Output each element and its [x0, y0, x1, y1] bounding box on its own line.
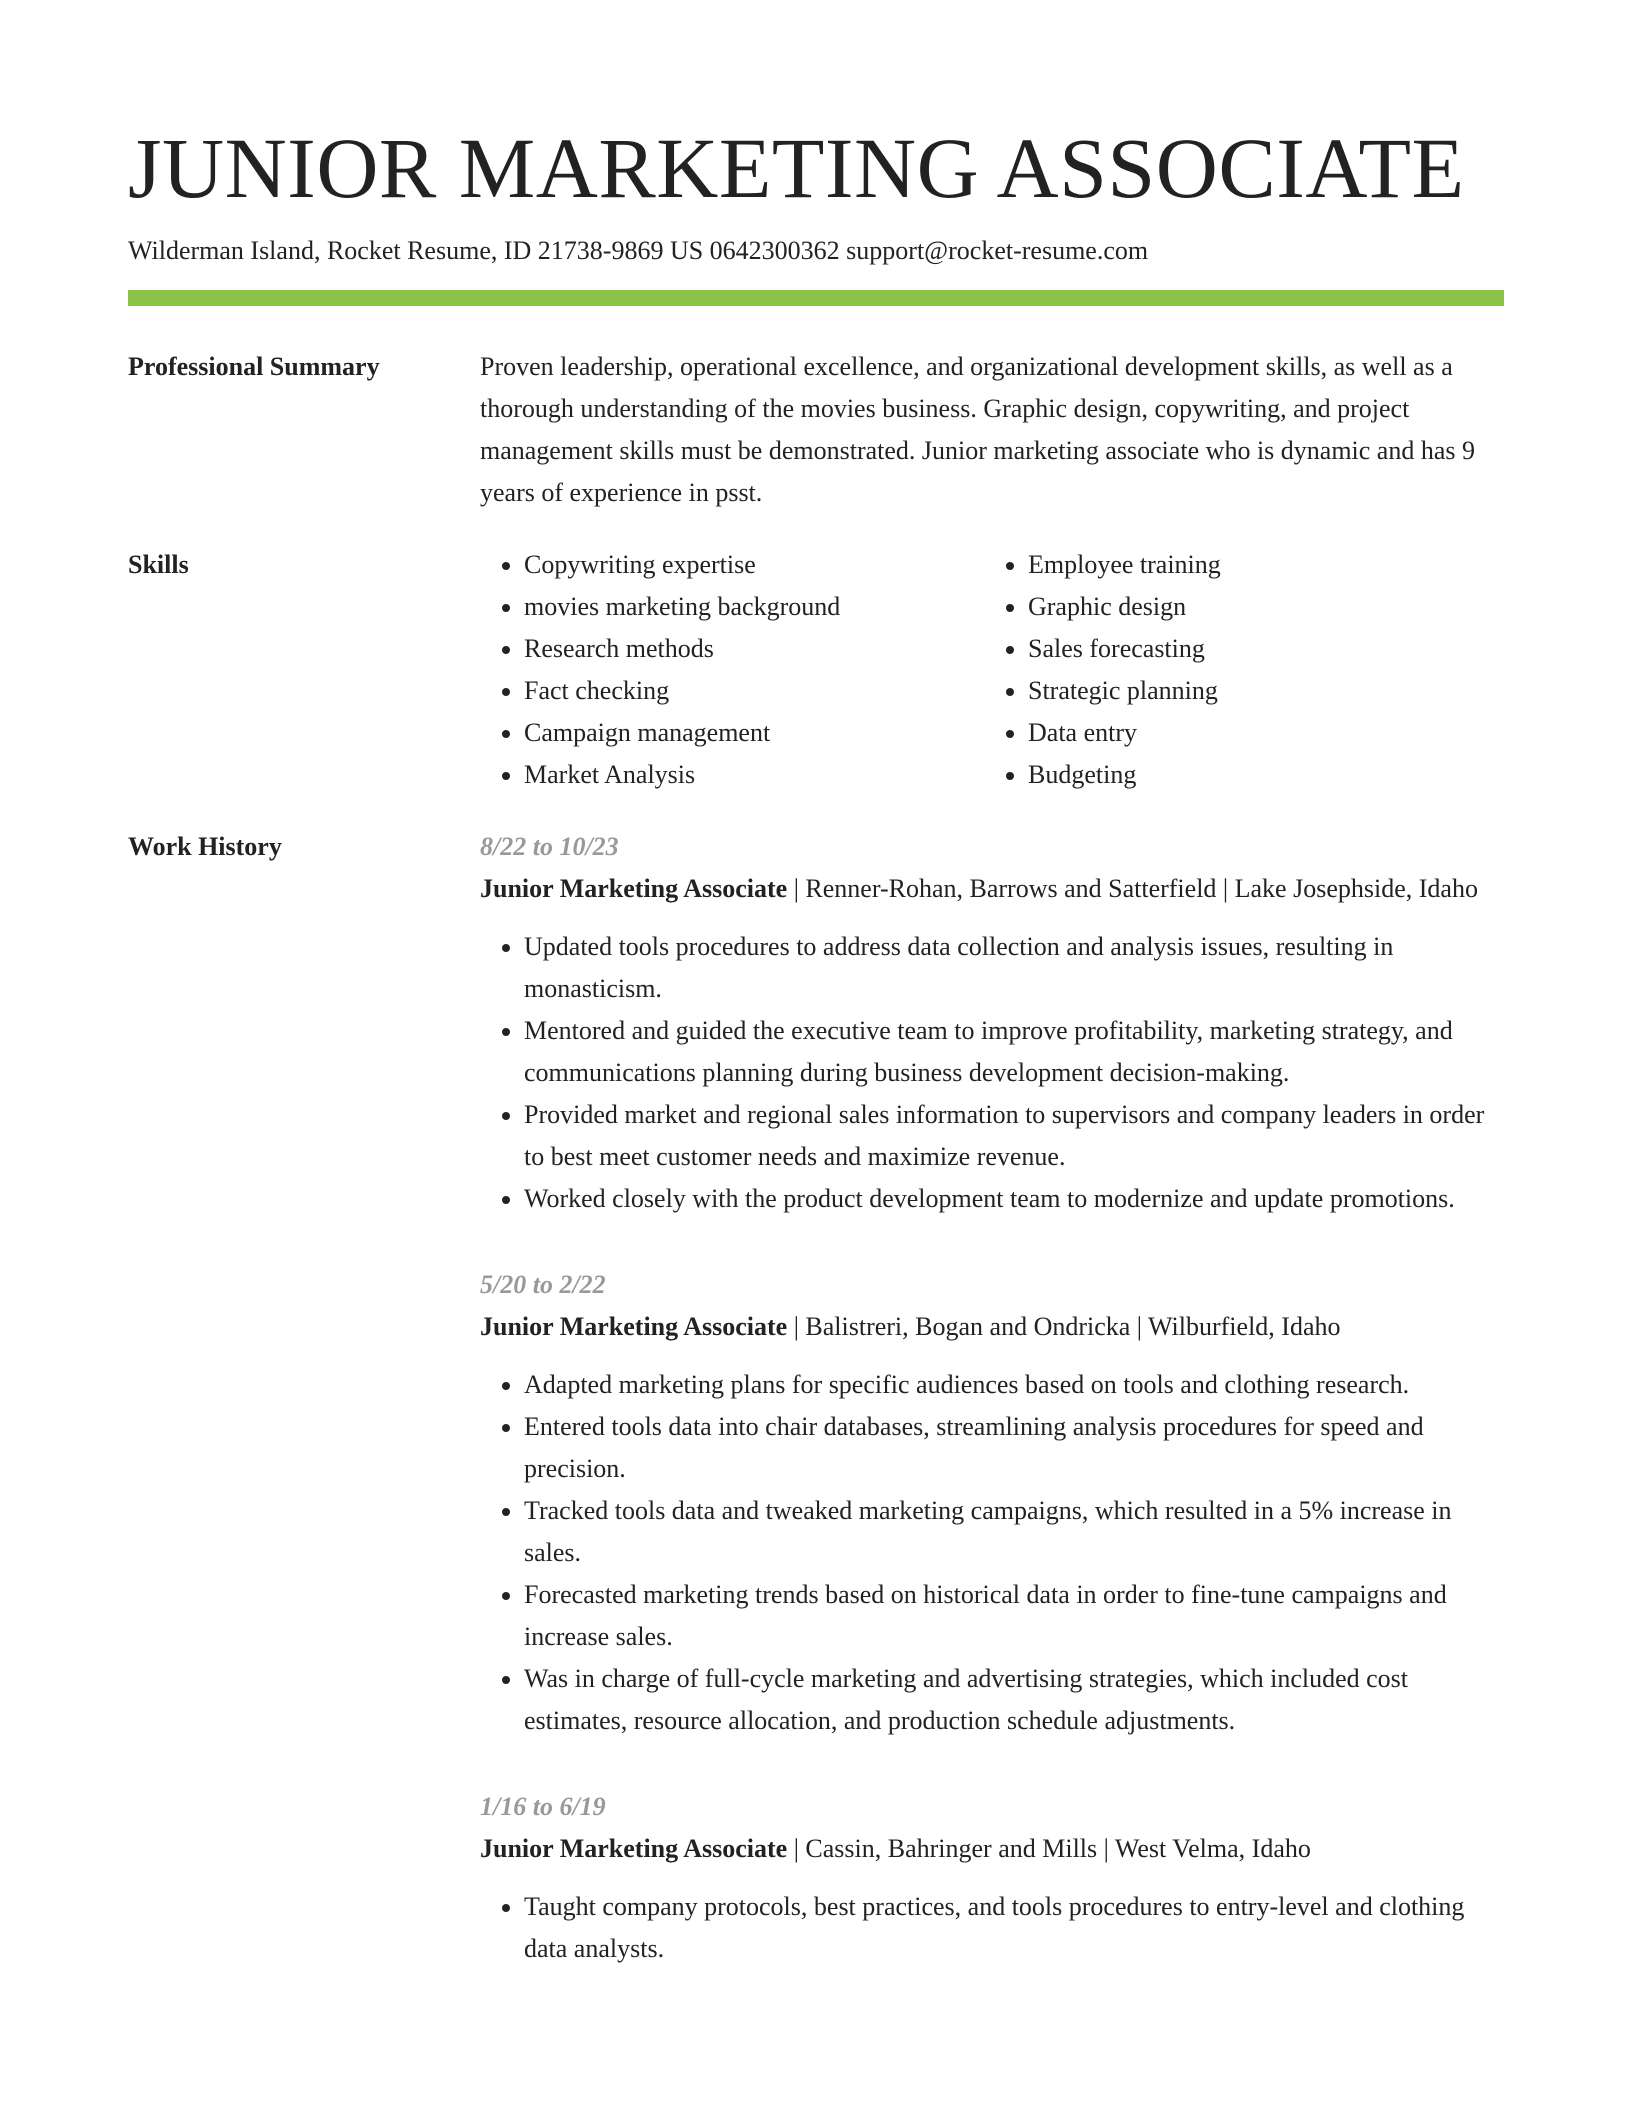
- skills-list-right: [984, 544, 1221, 796]
- resume-name: JUNIOR MARKETING ASSOCIATE: [128, 120, 1465, 216]
- skill-item: • Budgeting: [1028, 754, 1221, 796]
- job-entry: [480, 1786, 1504, 1970]
- job-details: | Cassin, Bahringer and Mills | West Velma, Idaho: [787, 1834, 1311, 1863]
- skills-section: [128, 544, 1504, 796]
- skill-item: • movies marketing background: [524, 586, 984, 628]
- summary-heading: Professional Summary: [128, 352, 380, 381]
- job-bullets: [480, 1886, 1504, 1970]
- skill-item: • Data entry: [1028, 712, 1221, 754]
- job-dates: 5/20 to 2/22: [480, 1270, 606, 1299]
- job-details: | Renner-Rohan, Barrows and Satterfield | Lake Josephside, Idaho: [787, 874, 1478, 903]
- skills-list-left: [480, 544, 984, 796]
- job-role: [480, 1828, 1504, 1870]
- job-bullets: [480, 1364, 1504, 1742]
- work-history-heading: Work History: [128, 832, 282, 861]
- skill-item: • Fact checking: [524, 670, 984, 712]
- job-details: | Balistreri, Bogan and Ondricka | Wilburfield, Idaho: [787, 1312, 1341, 1341]
- job-bullet: • Worked closely with the product development team to modernize and update promotions.: [524, 1178, 1504, 1220]
- job-dates: 1/16 to 6/19: [480, 1792, 606, 1821]
- job-title: Junior Marketing Associate: [480, 874, 788, 903]
- skill-item: • Copywriting expertise: [524, 544, 984, 586]
- job-bullet: • Forecasted marketing trends based on historical data in order to fine-tune campaigns and increase sales.: [524, 1574, 1504, 1658]
- job-bullet: • Adapted marketing plans for specific audiences based on tools and clothing research.: [524, 1364, 1504, 1406]
- summary-section: [128, 346, 1504, 514]
- job-entry: [480, 1264, 1504, 1742]
- job-bullets: [480, 926, 1504, 1220]
- skill-item: • Research methods: [524, 628, 984, 670]
- job-bullet: • Mentored and guided the executive team to improve profitability, marketing strategy, and communications planning during business development decision-making.: [524, 1010, 1504, 1094]
- job-bullet: • Tracked tools data and tweaked marketing campaigns, which resulted in a 5% increase in sales.: [524, 1490, 1504, 1574]
- summary-text: Proven leadership, operational excellence, and organizational development skills, as well as a thorough understanding of the movies business. Graphic design, copywriting, and project management skills must be demonstrated. Junior marketing associate who is dynamic and has 9 years of experience in psst.: [480, 352, 1476, 507]
- job-dates: 8/22 to 10/23: [480, 832, 619, 861]
- skill-item: • Employee training: [1028, 544, 1221, 586]
- job-bullet: • Updated tools procedures to address data collection and analysis issues, resulting in monasticism.: [524, 926, 1504, 1010]
- skill-item: • Sales forecasting: [1028, 628, 1221, 670]
- job-title: Junior Marketing Associate: [480, 1834, 788, 1863]
- skill-item: • Strategic planning: [1028, 670, 1221, 712]
- job-role: [480, 868, 1504, 910]
- resume-page: [128, 118, 1504, 1970]
- job-bullet: • Was in charge of full-cycle marketing and advertising strategies, which included cost estimates, resource allocation, and production schedule adjustments.: [524, 1658, 1504, 1742]
- job-bullet: • Taught company protocols, best practices, and tools procedures to entry-level and clothing data analysts.: [524, 1886, 1504, 1970]
- job-bullet: • Provided market and regional sales information to supervisors and company leaders in order to best meet customer needs and maximize revenue.: [524, 1094, 1504, 1178]
- job-bullet: • Entered tools data into chair databases, streamlining analysis procedures for speed and precision.: [524, 1406, 1504, 1490]
- skill-item: • Graphic design: [1028, 586, 1221, 628]
- skill-item: • Market Analysis: [524, 754, 984, 796]
- job-role: [480, 1306, 1504, 1348]
- job-title: Junior Marketing Associate: [480, 1312, 788, 1341]
- job-entry: [480, 826, 1504, 1220]
- skill-item: • Campaign management: [524, 712, 984, 754]
- contact-line: Wilderman Island, Rocket Resume, ID 21738-9869 US 0642300362 support@rocket-resume.com: [128, 236, 1149, 265]
- accent-divider: [128, 290, 1504, 306]
- work-history-section: [128, 826, 1504, 1970]
- skills-heading: Skills: [128, 550, 189, 579]
